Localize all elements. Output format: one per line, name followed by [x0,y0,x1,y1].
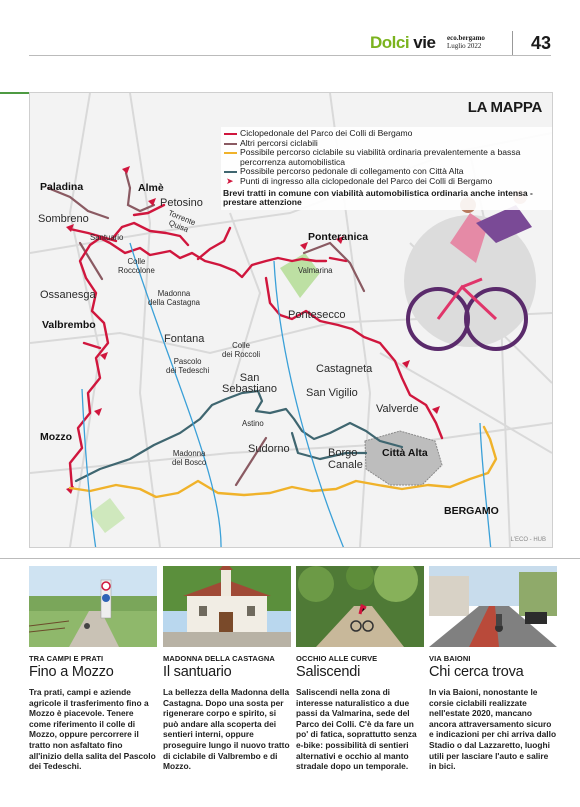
place-pontesecco: Pontesecco [288,309,346,321]
legend-swatch-ciclopedonale [224,133,237,135]
photo-cycle-path-fields [29,566,157,647]
place-valverde: Valverde [376,403,419,415]
article-body: Saliscendi nella zona di interesse naturalistico a due passi da Valmarina, sede del Parco dei Colli. C'è da fare un po' di fatica, soprattutto senza e-bike: possibilità di sentieri alternativi e occhio al manto stradale dopo un temporale. [296,687,417,772]
legend-label: Ciclopedonale del Parco dei Colli di Bergamo [240,128,413,138]
map-legend [221,127,553,210]
place-citta-alta: Città Alta [382,447,428,459]
legend-warning: Brevi tratti in comune con viabilità automobilistica ordinaria anche intensa - prestare attenzione [223,187,533,208]
article-fino-a-mozzo [29,566,157,772]
place-valbrembo: Valbrembo [42,319,96,331]
place-sudorno: Sudorno [248,443,290,455]
place-bergamo: BERGAMO [444,505,499,517]
section-rule [0,558,580,559]
brand-part2: vie [413,33,436,52]
place-borgo-canale: Borgo Canale [328,447,363,471]
photo-forest-trail [296,566,424,647]
place-valmarina: Valmarina [298,266,333,275]
map-credit: L'ECO - HUB [510,537,546,543]
place-madonna-bosco: Madonna del Bosco [172,449,207,467]
legend-label: Punti di ingresso alla ciclopedonale del Parco dei Colli di Bergamo [240,175,493,186]
place-ponteranica: Ponteranica [308,231,369,243]
legend-item [223,148,553,167]
place-sombreno: Sombreno [38,213,89,225]
place-petosino: Petosino [160,197,203,209]
cyclist-illustration [404,190,536,349]
legend-item [223,177,553,187]
legend-swatch-altri [224,143,237,145]
legend-swatch-pedonale [224,171,237,173]
article-il-santuario [163,566,291,772]
place-alme: Almè [138,182,164,194]
place-paladina: Paladina [40,181,84,193]
issue-date: Luglio 2022 [447,42,482,50]
article-kicker: MADONNA DELLA CASTAGNA [163,654,275,663]
page-number: 43 [512,31,551,55]
entry-arrow-icon: ➤ [226,175,234,186]
place-santuario: Santuario [90,233,124,242]
article-body: La bellezza della Madonna della Castagna. Dopo una sosta per rigenerare corpo e spirito, si può andare alla scoperta dei sentieri interni, oppure proseguire lungo il nuovo tratto di ciclabile di Valbrembo e di Mozzo. [163,687,290,772]
article-headline: Chi cerca trova [429,664,524,680]
brand-logo [370,33,435,53]
publication-info [447,34,485,50]
place-madonna-castagna: Madonna della Castagna [148,289,201,307]
place-san-sebastiano: San Sebastiano [222,372,278,395]
map-title: LA MAPPA [467,99,542,116]
article-headline: Saliscendi [296,664,361,680]
article-kicker: TRA CAMPI E PRATI [29,654,104,663]
photo-via-baioni [429,566,557,647]
brand-part1: Dolci [370,33,410,52]
map-panel [29,92,553,548]
place-pascolo-tedeschi: Pascolo dei Tedeschi [166,357,210,375]
masthead [0,31,580,57]
place-mozzo: Mozzo [40,431,73,443]
park-area-mozzo [90,498,125,533]
place-astino: Astino [242,419,264,428]
header-rule [29,55,551,56]
place-torrente-quisa: Torrente Quisa [167,208,197,235]
legend-swatch-viabilita [224,152,237,154]
article-chi-cerca-trova [429,566,557,772]
side-accent-rule [0,92,29,94]
article-kicker: VIA BAIONI [429,654,471,663]
article-body: Tra prati, campi e aziende agricole il trasferimento fino a Mozzo è piacevole. Tenere come riferimento il colle di Mozzo, oppure percorrere il tratto non asfaltato fino all'inizio della salita del Pascolo dei Tedeschi. [29,687,156,772]
place-san-vigilio: San Vigilio [306,387,358,399]
place-castagneta: Castagneta [316,363,373,375]
article-kicker: OCCHIO ALLE CURVE [296,654,378,663]
article-saliscendi [296,566,424,772]
place-ossanesga: Ossanesga [40,289,96,301]
photo-sanctuary [163,566,291,647]
place-fontana: Fontana [164,333,205,345]
article-body: In via Baioni, nonostante le corsie ciclabili realizzate nell'estate 2020, mancano ancora attraversamento sicuro e indicazioni per chi arriva dallo Stadio o dal Lazzaretto, luoghi utili per lasciare l'auto e salire in bici. [429,687,557,772]
legend-label: Possibile percorso ciclabile su viabilità ordinaria prevalentemente a bassa percorrenza automobilistica [240,147,521,167]
place-colle-roccoli: Colle dei Roccoli [222,341,261,359]
article-headline: Il santuario [163,664,232,680]
place-colle-roccolone: Colle Roccolone [118,257,155,275]
legend-label: Possibile percorso pedonale di collegamento con Città Alta [240,166,464,177]
legend-label: Altri percorsi ciclabili [240,137,318,148]
publication-name: eco.bergamo [447,34,485,42]
article-headline: Fino a Mozzo [29,664,114,680]
